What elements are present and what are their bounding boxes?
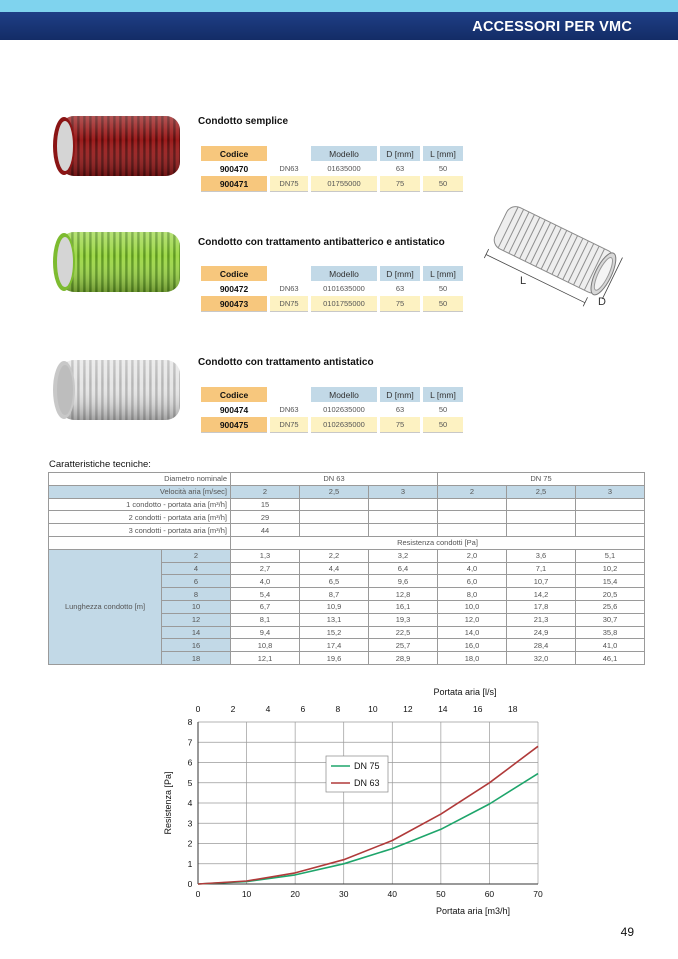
resistance-cell: 19,6 [300,652,369,665]
d-value: 63 [395,164,405,173]
resistance-cell: 21,3 [507,613,576,626]
resistance-cell: 10,8 [231,639,300,652]
dn: DN75 [270,176,308,192]
product-title: Condotto con trattamento antibatterico e antistatico [198,237,445,248]
top-axis-label: Portata aria [l/s] [433,687,497,697]
resistance-cell: 2,7 [231,562,300,575]
dn: DN63 [279,284,299,293]
x-axis-label: Portata aria [m3/h] [435,906,511,916]
resistance-cell: 16,0 [438,639,507,652]
vel-cell: 2 [231,485,300,498]
page-number: 49 [620,925,634,939]
col-modello: Modello [311,146,377,161]
resistance-cell: 35,8 [576,626,645,639]
resistance-cell: 25,7 [369,639,438,652]
length-cell: 16 [162,639,231,652]
resistance-cell: 17,4 [300,639,369,652]
l-value: 50 [438,164,448,173]
duct-image-red [50,114,184,178]
resistance-cell: 3,2 [369,549,438,562]
duct-dimension-diagram [484,192,624,327]
col-codice: Codice [201,146,267,161]
x-tick-label: 30 [338,889,349,899]
resist-label: Resistenza condotti [Pa] [231,536,645,549]
resistance-cell: 7,1 [507,562,576,575]
y-tick-label: 1 [187,858,193,869]
col-d: D [mm] [380,146,420,161]
resistance-cell: 6,5 [300,575,369,588]
product-code: 900470 [219,163,249,174]
resistance-cell: 15,2 [300,626,369,639]
model: 0101635000 [323,284,365,293]
dn: DN63 [279,405,299,414]
product-table [198,387,466,433]
resistance-cell: 28,4 [507,639,576,652]
col-l: L [mm] [423,266,463,281]
resistance-cell: 19,3 [369,613,438,626]
col-l: L [mm] [423,146,463,161]
top-tick-label: 0 [195,704,201,714]
resistance-cell: 46,1 [576,652,645,665]
top-tick-label: 14 [438,704,448,714]
legend-label-1: DN 63 [354,778,380,788]
top-tick-label: 16 [473,704,483,714]
resistance-cell: 10,0 [438,600,507,613]
product-code: 900475 [201,417,267,433]
length-cell: 12 [162,613,231,626]
y-tick-label: 5 [187,777,193,788]
y-tick-label: 3 [187,818,193,829]
length-label: L [520,275,527,287]
x-tick-label: 40 [387,889,398,899]
resistance-cell: 25,6 [576,600,645,613]
resistance-cell: 24,9 [507,626,576,639]
product-code: 900472 [219,283,249,294]
l-value: 50 [423,296,463,312]
y-tick-label: 6 [187,757,193,768]
diameter-label: D [598,296,606,308]
product-code: 900471 [201,176,267,192]
y-tick-label: 2 [187,838,193,849]
flow-label: 1 condotto - portata aria [m³/h] [49,498,231,511]
tech-heading: Caratteristiche tecniche: [49,459,151,470]
length-cell: 10 [162,600,231,613]
resistance-cell: 10,2 [576,562,645,575]
dn75-header: DN 75 [438,473,645,486]
x-tick-label: 0 [195,889,201,899]
top-tick-label: 6 [300,704,306,714]
vel-cell: 3 [576,485,645,498]
flow-label: 3 condotti - portata aria [m³/h] [49,524,231,537]
resistance-cell: 8,0 [438,588,507,601]
top-tick-label: 2 [230,704,236,714]
resistance-cell: 2,2 [300,549,369,562]
resistance-cell: 6,4 [369,562,438,575]
model: 0102635000 [311,417,377,433]
resistance-cell: 4,0 [438,562,507,575]
dn63-header: DN 63 [231,473,438,486]
x-tick-label: 60 [484,889,495,899]
resistance-cell: 8,1 [231,613,300,626]
product-table [198,266,466,312]
resistance-cell: 4,4 [300,562,369,575]
product-title: Condotto con trattamento antistatico [198,357,374,368]
l-value: 50 [438,284,448,293]
resistance-cell: 12,8 [369,588,438,601]
col-d: D [mm] [380,387,420,402]
technical-table [48,472,645,665]
resistance-cell: 14,0 [438,626,507,639]
resistance-cell: 22,5 [369,626,438,639]
flow-value: 29 [231,511,300,524]
resistance-cell: 41,0 [576,639,645,652]
col-modello: Modello [311,387,377,402]
d-value: 63 [395,284,405,293]
col-codice: Codice [201,387,267,402]
resistance-cell: 9,6 [369,575,438,588]
length-cell: 4 [162,562,231,575]
resistance-cell: 5,1 [576,549,645,562]
top-tick-label: 12 [403,704,413,714]
product-code: 900473 [201,296,267,312]
resistance-cell: 28,9 [369,652,438,665]
length-cell: 6 [162,575,231,588]
resistance-cell: 12,1 [231,652,300,665]
model: 01635000 [327,164,361,173]
dn: DN75 [270,296,308,312]
length-cell: 8 [162,588,231,601]
resistance-cell: 5,4 [231,588,300,601]
resistance-cell: 17,8 [507,600,576,613]
d-value: 63 [395,405,405,414]
l-value: 50 [438,405,448,414]
resistance-cell: 13,1 [300,613,369,626]
y-tick-label: 7 [187,737,193,748]
col-d: D [mm] [380,266,420,281]
dn: DN63 [279,164,299,173]
resistance-cell: 12,0 [438,613,507,626]
l-value: 50 [423,176,463,192]
resistance-cell: 2,0 [438,549,507,562]
top-tick-label: 18 [508,704,518,714]
resistance-cell: 16,1 [369,600,438,613]
x-tick-label: 10 [241,889,252,899]
resistance-cell: 30,7 [576,613,645,626]
length-cell: 14 [162,626,231,639]
duct-image-white [50,358,184,422]
model: 0102635000 [323,405,365,414]
resistance-cell: 18,0 [438,652,507,665]
resistance-cell: 10,7 [507,575,576,588]
model: 0101755000 [311,296,377,312]
x-tick-label: 70 [533,889,543,899]
y-tick-label: 8 [187,717,193,727]
top-tick-label: 8 [335,704,341,714]
legend-label-0: DN 75 [354,761,380,771]
dn: DN75 [270,417,308,433]
vel-cell: 2,5 [300,485,369,498]
col-codice: Codice [201,266,267,281]
resistance-cell: 3,6 [507,549,576,562]
resistance-cell: 4,0 [231,575,300,588]
l-value: 50 [423,417,463,433]
product-code: 900474 [219,404,249,415]
model: 01755000 [311,176,377,192]
col-l: L [mm] [423,387,463,402]
resistance-cell: 6,0 [438,575,507,588]
resistance-chart [150,684,550,924]
product-table [198,146,466,192]
resistance-cell: 1,3 [231,549,300,562]
product-title: Condotto semplice [198,116,289,127]
x-tick-label: 20 [290,889,300,899]
length-label: Lunghezza condotto [m] [49,549,162,664]
resistance-cell: 14,2 [507,588,576,601]
y-tick-label: 4 [187,798,193,808]
top-tick-label: 10 [368,704,378,714]
y-tick-label: 0 [187,879,193,889]
d-value: 75 [380,417,420,433]
resistance-cell: 8,7 [300,588,369,601]
resistance-cell: 10,9 [300,600,369,613]
length-cell: 2 [162,549,231,562]
flow-label: 2 condotti - portata aria [m³/h] [49,511,231,524]
vel-cell: 2,5 [507,485,576,498]
length-cell: 18 [162,652,231,665]
d-value: 75 [380,296,420,312]
top-tick-label: 4 [265,704,271,714]
resistance-cell: 9,4 [231,626,300,639]
x-tick-label: 50 [436,889,446,899]
col-modello: Modello [311,266,377,281]
vel-cell: 3 [369,485,438,498]
length-row [49,549,645,562]
resistance-cell: 15,4 [576,575,645,588]
resistance-cell: 20,5 [576,588,645,601]
duct-image-green [50,230,184,294]
vel-cell: 2 [438,485,507,498]
d-value: 75 [380,176,420,192]
flow-value: 15 [231,498,300,511]
resistance-cell: 32,0 [507,652,576,665]
diam-label: Diametro nominale [49,473,231,486]
header-title: ACCESSORI PER VMC [472,19,632,35]
flow-value: 44 [231,524,300,537]
vel-label: Velocità aria [m/sec] [49,485,231,498]
resistance-cell: 6,7 [231,600,300,613]
y-axis-label: Resistenza [Pa] [163,771,173,835]
